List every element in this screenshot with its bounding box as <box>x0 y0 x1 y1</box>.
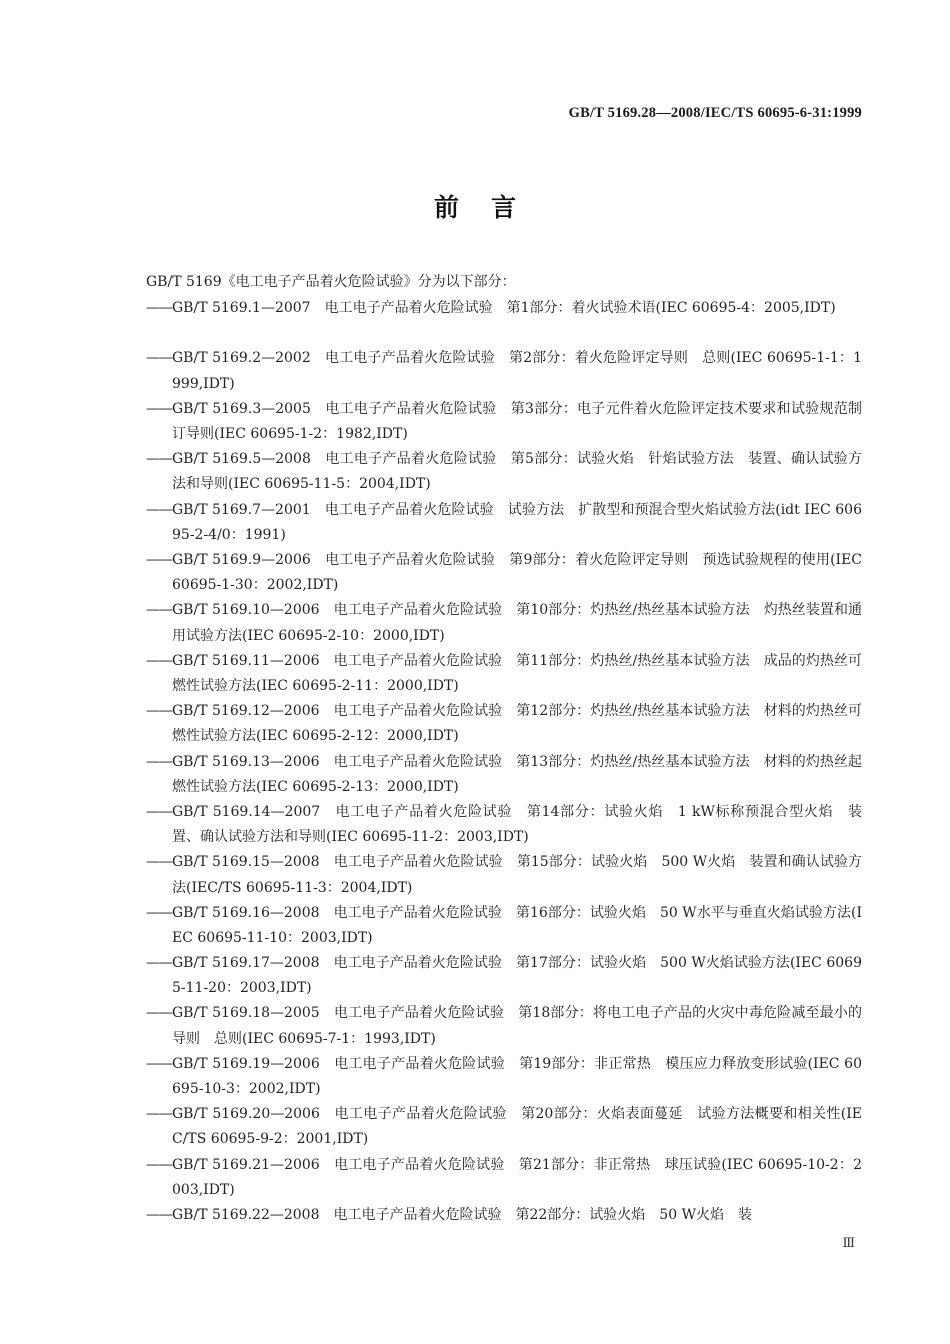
list-item-text: GB/T 5169.19—2006 电工电子产品着火危险试验 第19部分：非正常热 模压应力释放变形试验(IEC 60695-10-3：2002,IDT) <box>172 1055 862 1098</box>
list-item <box>146 649 862 699</box>
list-item-text: GB/T 5169.9—2006 电工电子产品着火危险试验 第9部分：着火危险评定导则 预选试验规程的使用(IEC 60695-1-30：2002,IDT) <box>172 551 862 594</box>
standard-number: GB/T 5169.28—2008/IEC/TS 60695-6-31:1999 <box>568 105 862 121</box>
parts-list <box>146 296 862 1228</box>
list-item <box>146 346 862 396</box>
list-item <box>146 1153 862 1203</box>
list-item <box>146 1203 862 1228</box>
list-dash: —— <box>146 753 172 770</box>
list-item <box>146 548 862 598</box>
intro-paragraph: GB/T 5169《电工电子产品着火危险试验》分为以下部分： <box>146 274 516 290</box>
list-dash: —— <box>146 350 172 367</box>
list-dash: —— <box>146 551 172 568</box>
list-dash: —— <box>146 904 172 921</box>
list-item-text: GB/T 5169.12—2006 电工电子产品着火危险试验 第12部分：灼热丝/热丝基本试验方法 材料的灼热丝可燃性试验方法(IEC 60695-2-12：2000,IDT) <box>172 703 862 745</box>
list-dash: —— <box>146 703 172 720</box>
list-item-text: GB/T 5169.10—2006 电工电子产品着火危险试验 第10部分：灼热丝/热丝基本试验方法 灼热丝装置和通用试验方法(IEC 60695-2-10：2000,IDT) <box>172 602 862 644</box>
list-dash: —— <box>146 955 172 972</box>
list-dash: —— <box>146 1055 172 1072</box>
list-item <box>146 1001 862 1051</box>
list-item-text: GB/T 5169.13—2006 电工电子产品着火危险试验 第13部分：灼热丝/热丝基本试验方法 材料的灼热丝起燃性试验方法(IEC 60695-2-13：2000,IDT) <box>172 753 862 795</box>
list-item-text: GB/T 5169.5—2008 电工电子产品着火危险试验 第5部分：试验火焰 针焰试验方法 装置、确认试验方法和导则(IEC 60695-11-5：2004,IDT) <box>172 451 862 493</box>
list-item-text: GB/T 5169.21—2006 电工电子产品着火危险试验 第21部分：非正常热 球压试验(IEC 60695-10-2：2003,IDT) <box>172 1156 862 1198</box>
list-item <box>146 850 862 900</box>
list-item-text: GB/T 5169.15—2008 电工电子产品着火危险试验 第15部分：试验火焰 500 W火焰 装置和确认试验方法(IEC/TS 60695-11-3：2004,IDT) <box>172 854 862 896</box>
list-dash: —— <box>146 451 172 468</box>
list-item-text: GB/T 5169.20—2006 电工电子产品着火危险试验 第20部分：火焰表面蔓延 试验方法概要和相关性(IEC/TS 60695-9-2：2001,IDT) <box>172 1106 862 1148</box>
list-item-text: GB/T 5169.17—2008 电工电子产品着火危险试验 第17部分：试验火焰 500 W火焰试验方法(IEC 60695-11-20：2003,IDT) <box>172 955 862 997</box>
list-item <box>146 951 862 1001</box>
list-dash: —— <box>146 854 172 871</box>
list-dash: —— <box>146 300 172 316</box>
list-item-text: GB/T 5169.14—2007 电工电子产品着火危险试验 第14部分：试验火焰 1 kW标称预混合型火焰 装置、确认试验方法和导则(IEC 60695-11-2：2003,IDT) <box>172 803 862 846</box>
list-item <box>146 397 862 447</box>
list-dash: —— <box>146 652 172 669</box>
list-item-text: GB/T 5169.3—2005 电工电子产品着火危险试验 第3部分：电子元件着火危险评定技术要求和试验规范制订导则(IEC 60695-1-2：1982,IDT) <box>172 400 862 442</box>
list-item <box>146 750 862 800</box>
list-item <box>146 1102 862 1152</box>
list-item-text: GB/T 5169.22—2008 电工电子产品着火危险试验 第22部分：试验火焰 50 W火焰 装 <box>172 1207 752 1224</box>
list-item-text: GB/T 5169.7—2001 电工电子产品着火危险试验 试验方法 扩散型和预混合型火焰试验方法(idt IEC 60695-2-4/0：1991) <box>172 501 862 543</box>
list-item-text: GB/T 5169.18—2005 电工电子产品着火危险试验 第18部分：将电工电子产品的火灾中毒危险减至最小的导则 总则(IEC 60695-7-1：1993,IDT) <box>172 1005 862 1047</box>
list-item-text: GB/T 5169.2—2002 电工电子产品着火危险试验 第2部分：着火危险评定导则 总则(IEC 60695-1-1：1999,IDT) <box>172 350 862 392</box>
list-item <box>146 800 862 850</box>
list-dash: —— <box>146 400 172 417</box>
list-item <box>146 598 862 648</box>
page-number: Ⅲ <box>842 1235 855 1250</box>
list-dash: —— <box>146 1156 172 1173</box>
page-title: 前言 <box>433 193 548 222</box>
list-dash: —— <box>146 501 172 518</box>
list-item <box>146 498 862 548</box>
list-item-text: GB/T 5169.16—2008 电工电子产品着火危险试验 第16部分：试验火焰 50 W水平与垂直火焰试验方法(IEC 60695-11-10：2003,IDT) <box>172 904 862 946</box>
list-item <box>146 296 862 346</box>
list-item <box>146 901 862 951</box>
list-item-text: GB/T 5169.1—2007 电工电子产品着火危险试验 第1部分：着火试验术语(IEC 60695-4：2005,IDT) <box>172 300 836 316</box>
list-item <box>146 1052 862 1102</box>
list-dash: —— <box>146 1207 172 1224</box>
list-item-text: GB/T 5169.11—2006 电工电子产品着火危险试验 第11部分：灼热丝/热丝基本试验方法 成品的灼热丝可燃性试验方法(IEC 60695-2-11：2000,IDT) <box>172 652 862 694</box>
list-dash: —— <box>146 602 172 619</box>
list-item <box>146 699 862 749</box>
list-dash: —— <box>146 803 172 820</box>
list-dash: —— <box>146 1106 172 1123</box>
list-item <box>146 447 862 497</box>
list-dash: —— <box>146 1005 172 1022</box>
